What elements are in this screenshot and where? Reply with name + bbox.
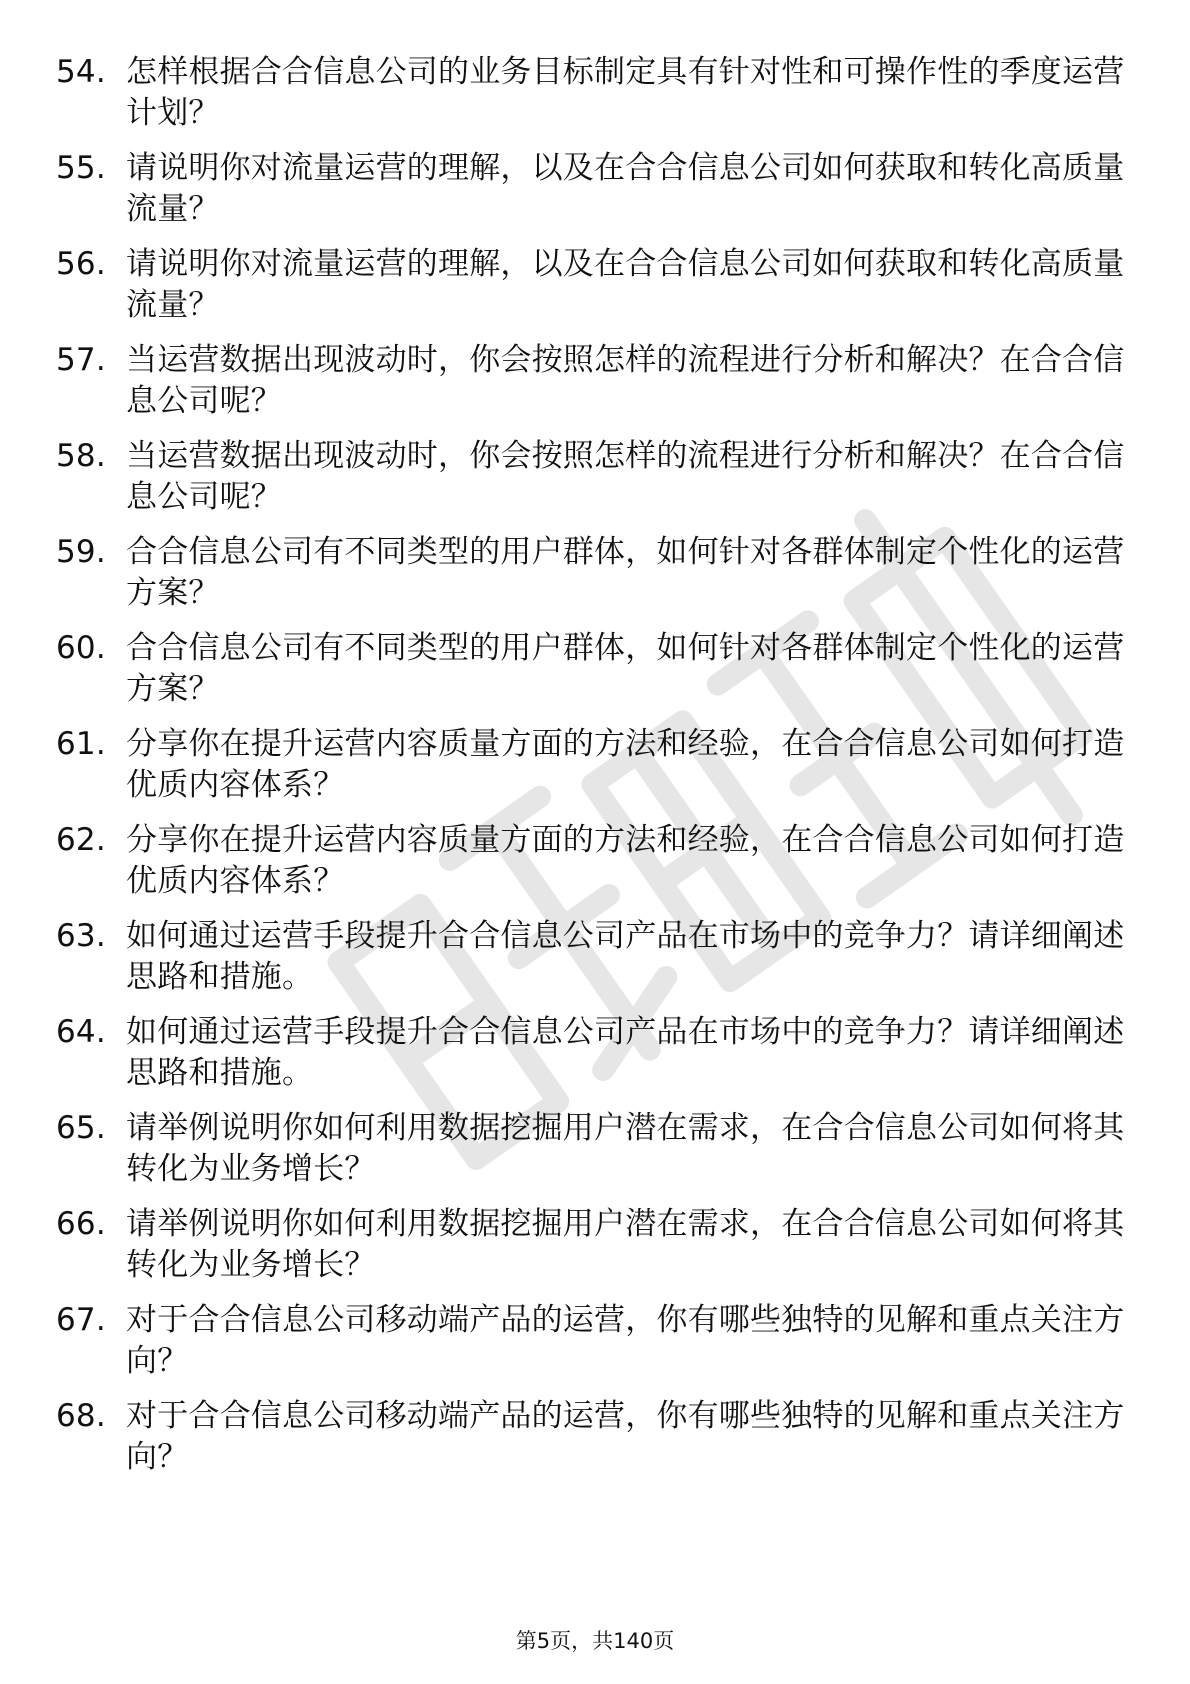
question-text: 如何通过运营手段提升合合信息公司产品在市场中的竞争力？请详细阐述思路和措施。 xyxy=(126,918,1125,995)
question-number: 62. xyxy=(56,822,106,858)
page-footer: 第5页，共140页 xyxy=(515,1629,675,1653)
question-number: 68. xyxy=(56,1398,106,1434)
list-item xyxy=(56,1300,1126,1382)
list-item xyxy=(56,532,1126,614)
question-text: 怎样根据合合信息公司的业务目标制定具有针对性和可操作性的季度运营计划？ xyxy=(126,54,1125,131)
question-text: 请说明你对流量运营的理解，以及在合合信息公司如何获取和转化高质量流量？ xyxy=(126,246,1125,323)
list-item xyxy=(56,340,1126,422)
question-text: 请举例说明你如何利用数据挖掘用户潜在需求，在合合信息公司如何将其转化为业务增长？ xyxy=(126,1206,1125,1283)
question-text: 请说明你对流量运营的理解，以及在合合信息公司如何获取和转化高质量流量？ xyxy=(126,150,1125,227)
list-item xyxy=(56,628,1126,710)
question-number: 60. xyxy=(56,630,106,666)
question-text: 当运营数据出现波动时，你会按照怎样的流程进行分析和解决？在合合信息公司呢？ xyxy=(126,342,1125,419)
list-item xyxy=(56,1396,1126,1478)
question-number: 66. xyxy=(56,1206,106,1242)
list-item xyxy=(56,436,1126,518)
question-number: 54. xyxy=(56,54,106,90)
question-text: 请举例说明你如何利用数据挖掘用户潜在需求，在合合信息公司如何将其转化为业务增长？ xyxy=(126,1110,1125,1187)
list-item xyxy=(56,244,1126,326)
question-number: 61. xyxy=(56,726,106,762)
question-number: 64. xyxy=(56,1014,106,1050)
list-item xyxy=(56,916,1126,998)
list-item xyxy=(56,820,1126,902)
question-text: 分享你在提升运营内容质量方面的方法和经验，在合合信息公司如何打造优质内容体系？ xyxy=(126,726,1125,803)
list-item xyxy=(56,1108,1126,1190)
question-text: 如何通过运营手段提升合合信息公司产品在市场中的竞争力？请详细阐述思路和措施。 xyxy=(126,1014,1125,1091)
question-text: 对于合合信息公司移动端产品的运营，你有哪些独特的见解和重点关注方向？ xyxy=(126,1398,1125,1475)
question-number: 67. xyxy=(56,1302,106,1338)
list-item xyxy=(56,724,1126,806)
question-text: 合合信息公司有不同类型的用户群体，如何针对各群体制定个性化的运营方案？ xyxy=(126,630,1125,707)
question-number: 55. xyxy=(56,150,106,186)
question-number: 65. xyxy=(56,1110,106,1146)
question-text: 当运营数据出现波动时，你会按照怎样的流程进行分析和解决？在合合信息公司呢？ xyxy=(126,438,1125,515)
question-number: 58. xyxy=(56,438,106,474)
question-text: 合合信息公司有不同类型的用户群体，如何针对各群体制定个性化的运营方案？ xyxy=(126,534,1125,611)
list-item xyxy=(56,1012,1126,1094)
list-item xyxy=(56,148,1126,230)
question-number: 59. xyxy=(56,534,106,570)
question-number: 56. xyxy=(56,246,106,282)
question-text: 对于合合信息公司移动端产品的运营，你有哪些独特的见解和重点关注方向？ xyxy=(126,1302,1125,1379)
question-number: 63. xyxy=(56,918,106,954)
list-item xyxy=(56,1204,1126,1286)
list-item xyxy=(56,52,1126,134)
question-text: 分享你在提升运营内容质量方面的方法和经验，在合合信息公司如何打造优质内容体系？ xyxy=(126,822,1125,899)
question-number: 57. xyxy=(56,342,106,378)
